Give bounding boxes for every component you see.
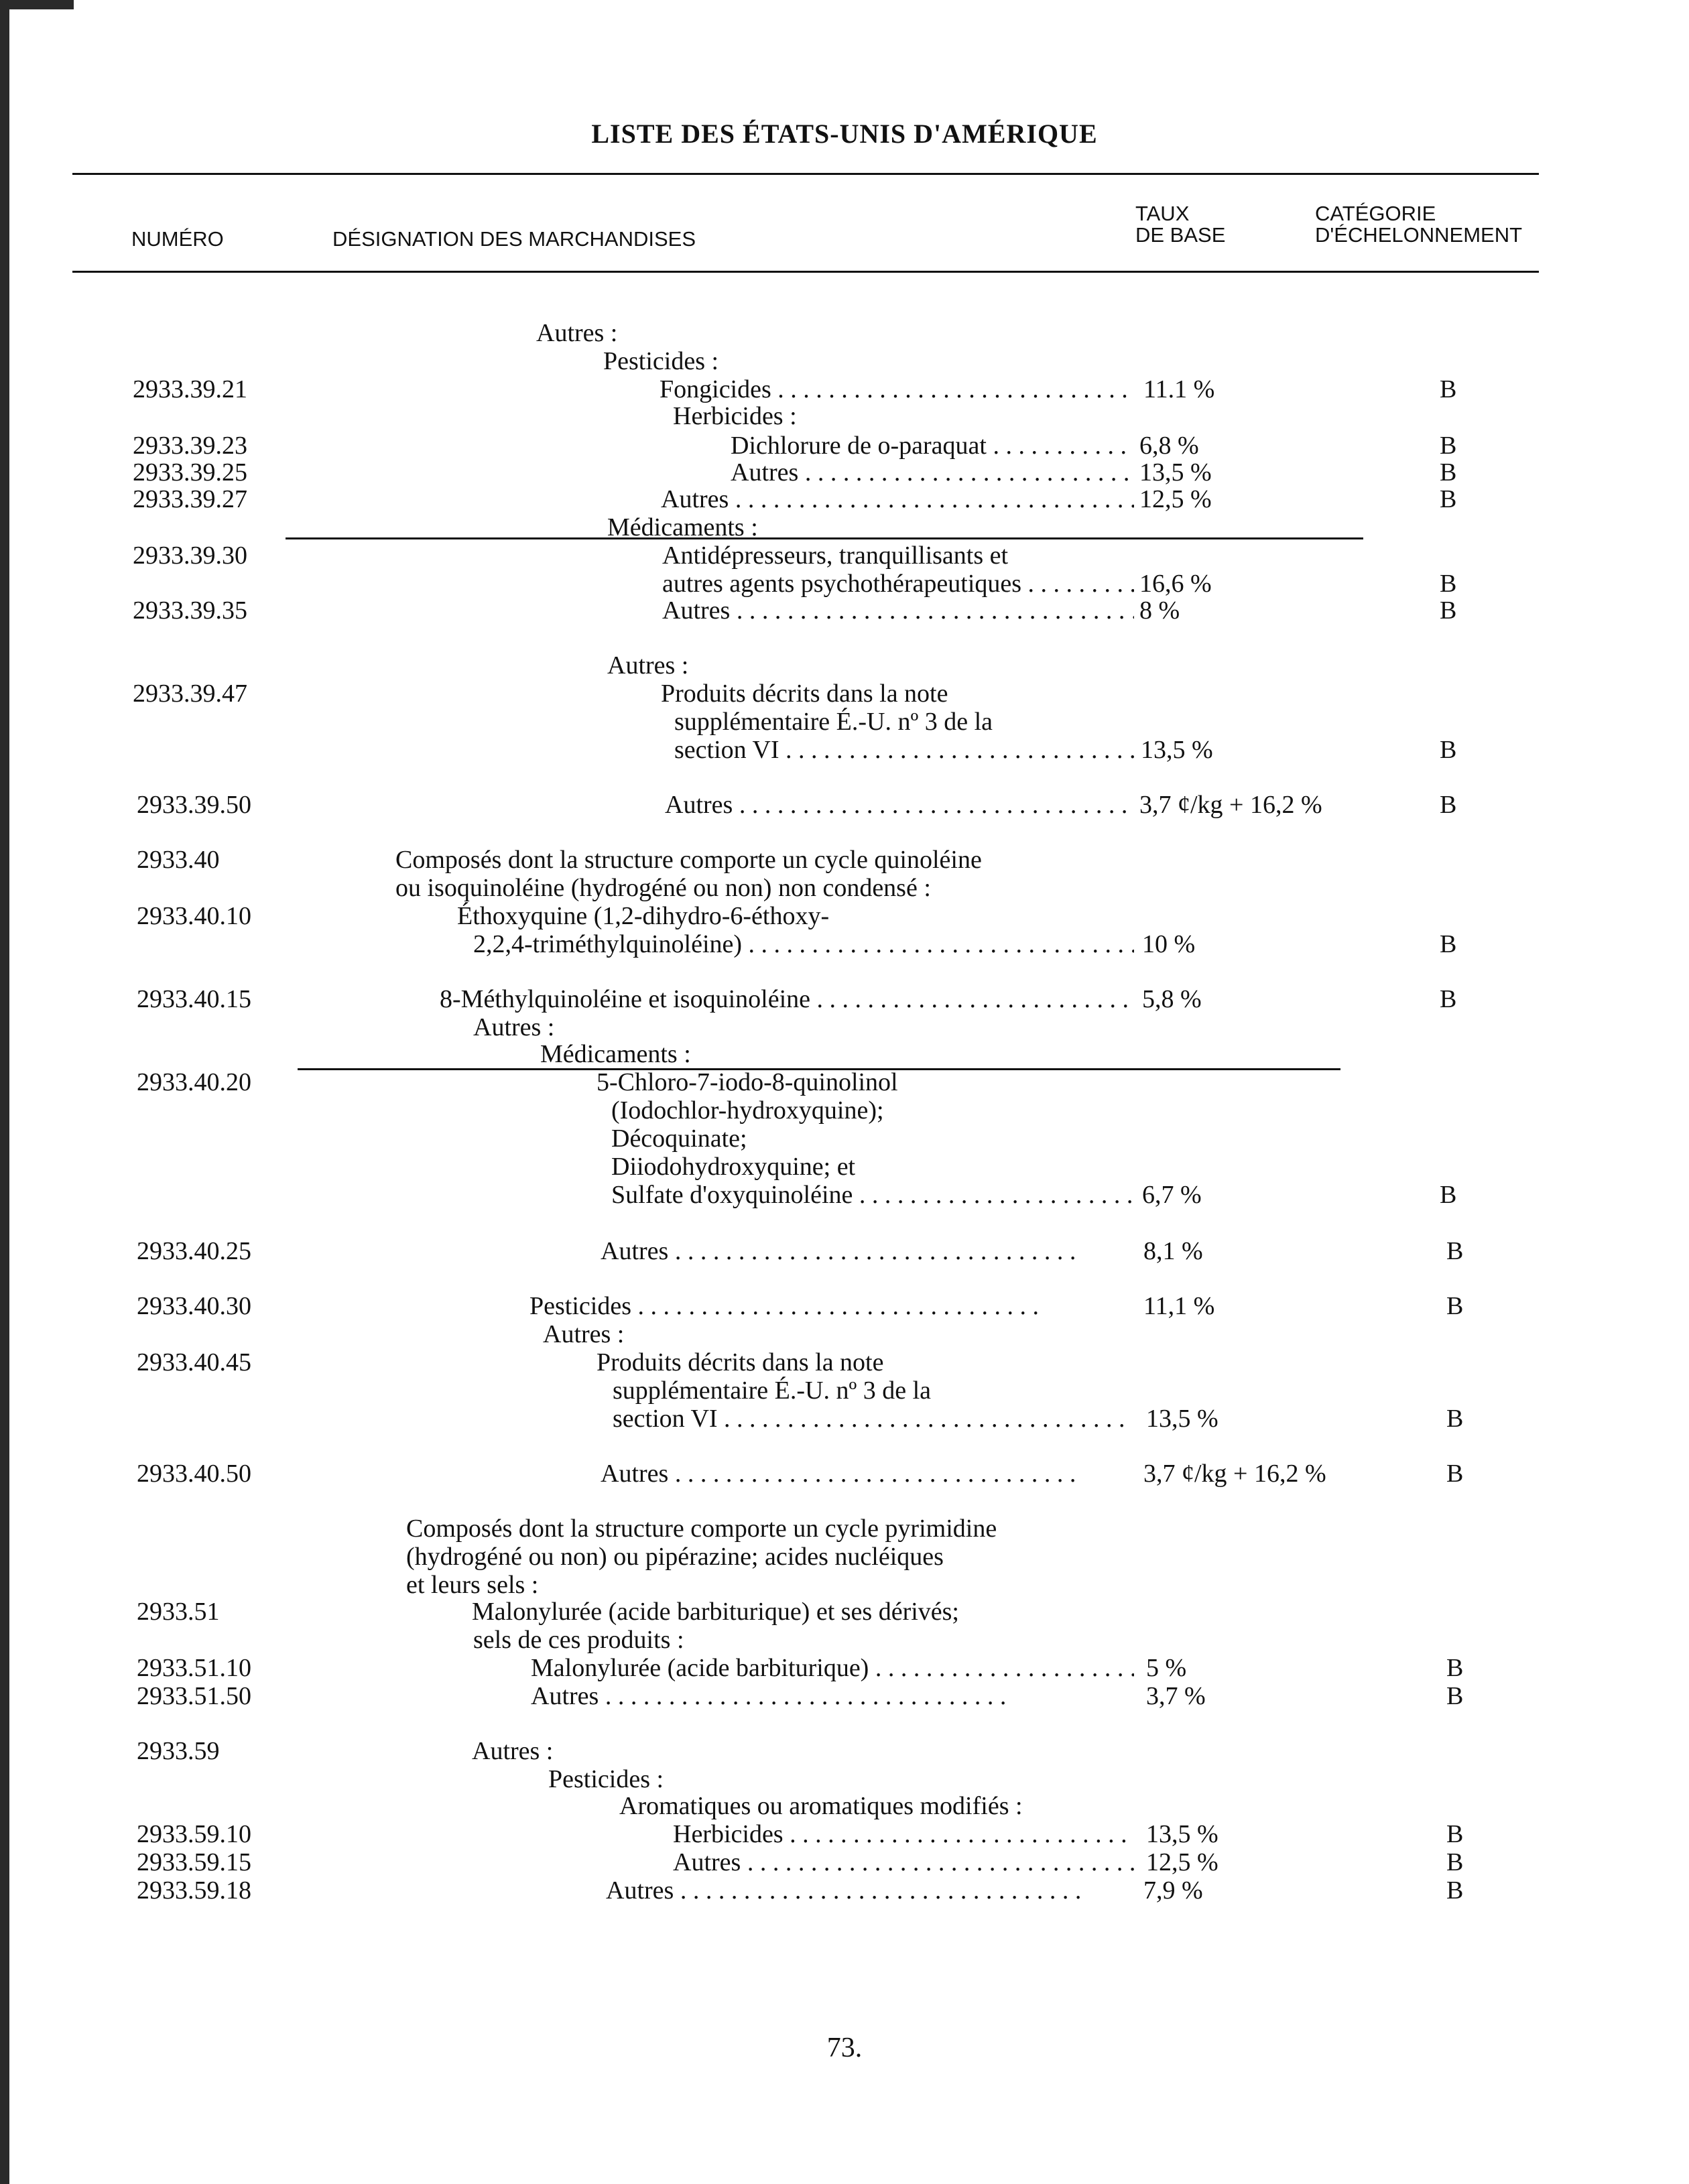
base-rate: 16,6 % <box>1139 570 1212 598</box>
base-rate: 3,7 % <box>1146 1682 1206 1710</box>
base-rate: 5,8 % <box>1142 985 1202 1013</box>
goods-description: Médicaments : <box>607 513 758 541</box>
header-bottom-rule <box>72 271 1539 273</box>
tariff-code: 2933.40.20 <box>137 1068 251 1096</box>
tariff-code: 2933.40.25 <box>137 1237 251 1265</box>
tariff-code: 2933.39.27 <box>133 485 247 513</box>
staging-category: B <box>1440 791 1457 819</box>
goods-description <box>731 458 1134 487</box>
tariff-code: 2933.39.50 <box>137 791 251 819</box>
scan-corner <box>0 0 74 9</box>
goods-description: Éthoxyquine (1,2-dihydro-6-éthoxy- <box>457 902 830 930</box>
separator-rule <box>286 537 1363 539</box>
goods-description: Décoquinate; <box>611 1125 747 1153</box>
tariff-code: 2933.39.21 <box>133 375 247 403</box>
goods-description: 5-Chloro-7-iodo-8-quinolinol <box>597 1068 898 1096</box>
description-text: section VI . . . <box>674 736 1134 764</box>
description-text: 2,2,4-triméthylquinoléine) . . . <box>473 930 1134 958</box>
goods-description <box>473 930 1134 958</box>
staging-category: B <box>1446 1682 1464 1710</box>
header-designation: DÉSIGNATION DES MARCHANDISES <box>332 227 696 251</box>
staging-category: B <box>1440 596 1457 625</box>
goods-description: Médicaments : <box>540 1040 691 1068</box>
goods-description <box>660 375 1134 403</box>
goods-description <box>531 1654 1134 1682</box>
goods-description: Produits décrits dans la note <box>597 1348 884 1376</box>
tariff-code: 2933.59.10 <box>137 1820 251 1848</box>
goods-description: Produits décrits dans la note <box>661 680 948 708</box>
tariff-code: 2933.39.30 <box>133 541 247 570</box>
goods-description: Malonylurée (acide barbiturique) et ses dérivés; <box>472 1598 959 1626</box>
goods-description: ou isoquinoléine (hydrogéné ou non) non condensé : <box>395 874 931 902</box>
base-rate: 13,5 % <box>1139 458 1212 487</box>
tariff-code: 2933.40.15 <box>137 985 251 1013</box>
description-text: Sulfate d'oxyquinoléine . . . <box>611 1181 1134 1209</box>
tariff-code: 2933.51.50 <box>137 1682 251 1710</box>
base-rate: 11.1 % <box>1143 375 1215 403</box>
goods-description: Antidépresseurs, tranquillisants et <box>662 541 1009 570</box>
base-rate: 11,1 % <box>1143 1292 1215 1320</box>
header-categorie-1: CATÉGORIE <box>1315 202 1436 225</box>
staging-category: B <box>1440 570 1457 598</box>
description-text: Herbicides . . . <box>673 1820 1134 1848</box>
staging-category: B <box>1446 1654 1464 1682</box>
goods-description <box>611 1181 1134 1209</box>
description-text: Fongicides . . . <box>660 375 1134 403</box>
tariff-code: 2933.39.25 <box>133 458 247 487</box>
goods-description <box>606 1876 1134 1905</box>
description-text: Autres . . . <box>673 1848 1134 1876</box>
description-text: Autres . . . <box>662 596 1134 625</box>
tariff-code: 2933.40 <box>137 846 220 874</box>
goods-description <box>731 432 1134 460</box>
goods-description: Herbicides : <box>673 402 797 430</box>
goods-description <box>673 1848 1134 1876</box>
staging-category: B <box>1440 985 1457 1013</box>
goods-description <box>661 485 1134 513</box>
header-taux-2: DE BASE <box>1135 223 1226 247</box>
staging-category: B <box>1440 458 1457 487</box>
description-text: section VI . . . <box>613 1405 1125 1433</box>
goods-description: Diiodohydroxyquine; et <box>611 1153 856 1181</box>
goods-description: Autres : <box>472 1737 554 1765</box>
goods-description: et leurs sels : <box>406 1571 539 1599</box>
page-number: 73. <box>826 2033 863 2063</box>
goods-description <box>440 985 1134 1013</box>
page-title: LISTE DES ÉTATS-UNIS D'AMÉRIQUE <box>591 119 1098 149</box>
base-rate: 6,8 % <box>1139 432 1199 460</box>
description-text: autres agents psychothérapeutiques . . . <box>662 570 1134 598</box>
goods-description: Autres : <box>536 319 618 347</box>
staging-category: B <box>1446 1460 1464 1488</box>
base-rate: 8 % <box>1139 596 1180 625</box>
goods-description <box>613 1405 1134 1433</box>
staging-category: B <box>1446 1876 1464 1905</box>
header-top-rule <box>72 173 1539 175</box>
tariff-code: 2933.40.10 <box>137 902 251 930</box>
goods-description <box>601 1460 1134 1488</box>
goods-description: Composés dont la structure comporte un cycle quinoléine <box>395 846 982 874</box>
base-rate: 12,5 % <box>1139 485 1212 513</box>
staging-category: B <box>1446 1820 1464 1848</box>
description-text: Autres . . . <box>731 458 1134 487</box>
tariff-code: 2933.59.15 <box>137 1848 251 1876</box>
base-rate: 3,7 ¢/kg + 16,2 % <box>1139 791 1322 819</box>
goods-description: Autres : <box>543 1320 625 1348</box>
goods-description: sels de ces produits : <box>473 1626 684 1654</box>
staging-category: B <box>1440 930 1457 958</box>
base-rate: 12,5 % <box>1146 1848 1218 1876</box>
header-numero: NUMÉRO <box>131 227 224 251</box>
base-rate: 7,9 % <box>1143 1876 1203 1905</box>
goods-description <box>674 736 1134 764</box>
tariff-code: 2933.39.23 <box>133 432 247 460</box>
staging-category: B <box>1446 1237 1464 1265</box>
goods-description <box>662 570 1134 598</box>
goods-description: supplémentaire É.-U. nº 3 de la <box>674 708 993 736</box>
tariff-code: 2933.51.10 <box>137 1654 251 1682</box>
base-rate: 10 % <box>1142 930 1196 958</box>
goods-description <box>665 791 1134 819</box>
base-rate: 13,5 % <box>1146 1405 1218 1433</box>
goods-description: Autres : <box>473 1013 555 1041</box>
staging-category: B <box>1440 736 1457 764</box>
tariff-code: 2933.59 <box>137 1737 220 1765</box>
description-text: Pesticides . . . <box>529 1292 1039 1320</box>
tariff-code: 2933.40.50 <box>137 1460 251 1488</box>
staging-category: B <box>1440 375 1457 403</box>
goods-description: (hydrogéné ou non) ou pipérazine; acides nucléiques <box>406 1543 944 1571</box>
goods-description: (Iodochlor-hydroxyquine); <box>611 1096 884 1125</box>
description-text: Autres . . . <box>661 485 1134 513</box>
goods-description <box>531 1682 1134 1710</box>
header-categorie-2: D'ÉCHELONNEMENT <box>1315 223 1523 247</box>
tariff-code: 2933.59.18 <box>137 1876 251 1905</box>
base-rate: 3,7 ¢/kg + 16,2 % <box>1143 1460 1326 1488</box>
base-rate: 8,1 % <box>1143 1237 1203 1265</box>
description-text: Autres . . . <box>606 1876 1081 1905</box>
tariff-code: 2933.40.45 <box>137 1348 251 1376</box>
base-rate: 6,7 % <box>1142 1181 1202 1209</box>
staging-category: B <box>1440 485 1457 513</box>
scan-edge <box>0 0 9 2184</box>
base-rate: 5 % <box>1146 1654 1187 1682</box>
staging-category: B <box>1440 1181 1457 1209</box>
base-rate: 13,5 % <box>1141 736 1213 764</box>
description-text: Autres . . . <box>601 1460 1076 1488</box>
staging-category: B <box>1446 1848 1464 1876</box>
description-text: Autres . . . <box>531 1682 1006 1710</box>
tariff-code: 2933.51 <box>137 1598 220 1626</box>
header-taux-1: TAUX <box>1135 202 1190 225</box>
goods-description: Pesticides : <box>548 1765 664 1793</box>
goods-description <box>662 596 1134 625</box>
tariff-code: 2933.39.35 <box>133 596 247 625</box>
goods-description: Aromatiques ou aromatiques modifiés : <box>619 1792 1023 1820</box>
goods-description <box>529 1292 1134 1320</box>
tariff-code: 2933.40.30 <box>137 1292 251 1320</box>
base-rate: 13,5 % <box>1146 1820 1218 1848</box>
description-text: Dichlorure de o-paraquat . . . <box>731 432 1134 460</box>
goods-description: Autres : <box>607 651 689 680</box>
description-text: Malonylurée (acide barbiturique) . . . <box>531 1654 1134 1682</box>
goods-description: Pesticides : <box>603 347 719 375</box>
tariff-code: 2933.39.47 <box>133 680 247 708</box>
goods-description: Composés dont la structure comporte un cycle pyrimidine <box>406 1515 997 1543</box>
goods-description <box>673 1820 1134 1848</box>
description-text: Autres . . . <box>665 791 1134 819</box>
staging-category: B <box>1446 1292 1464 1320</box>
staging-category: B <box>1440 432 1457 460</box>
staging-category: B <box>1446 1405 1464 1433</box>
description-text: 8-Méthylquinoléine et isoquinoléine . . . <box>440 985 1134 1013</box>
goods-description <box>601 1237 1134 1265</box>
goods-description: supplémentaire É.-U. nº 3 de la <box>613 1376 932 1405</box>
description-text: Autres . . . <box>601 1237 1076 1265</box>
